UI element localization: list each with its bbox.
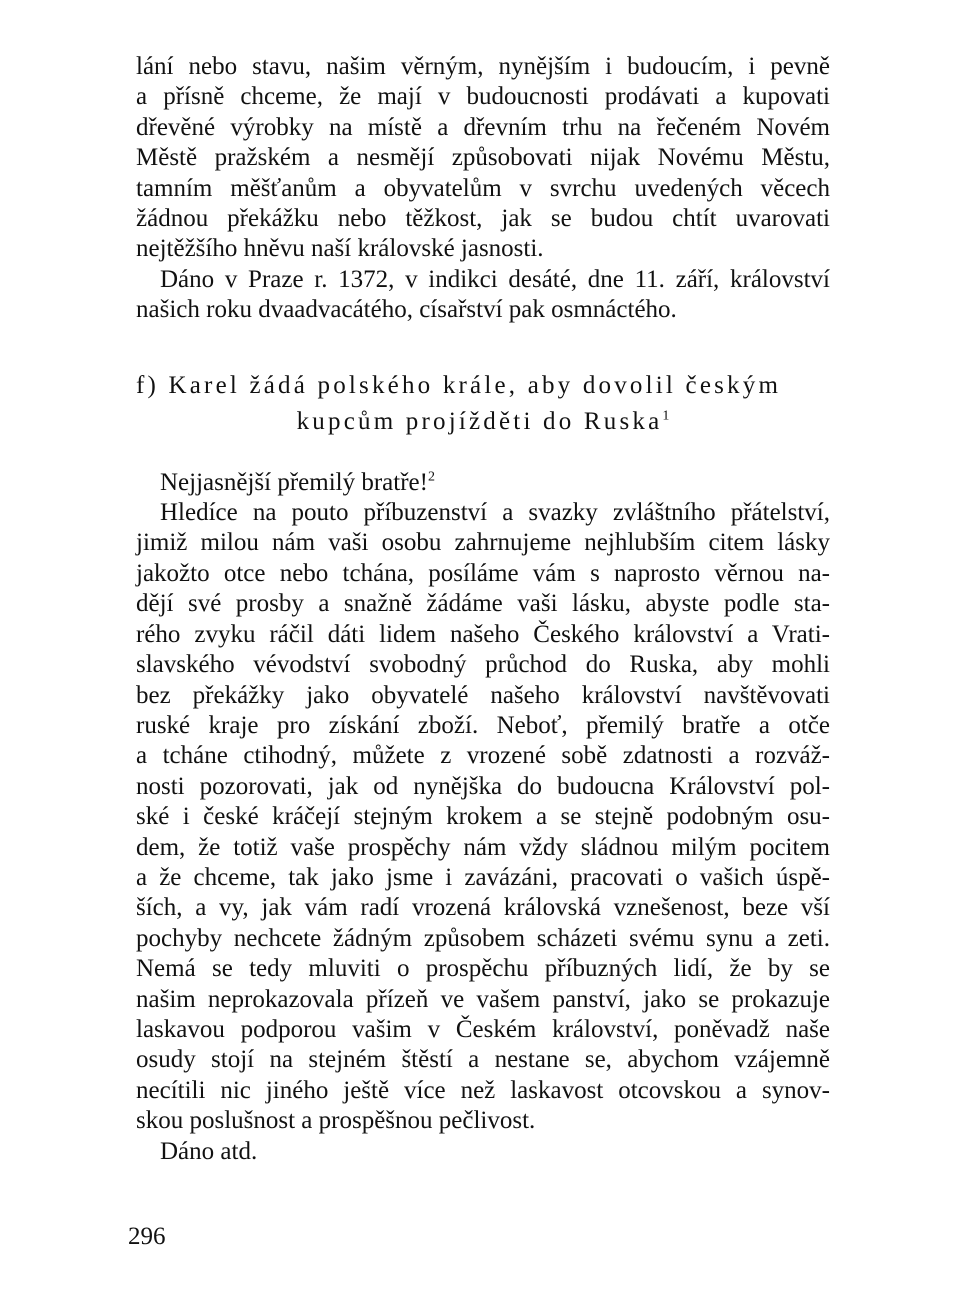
text-line: necítili nic jiného ještě více než laskavost otcovskou a synov- [136,1076,830,1104]
salutation-line [136,468,830,498]
heading-line-1: f) Karel žádá polského krále, aby dovolil českým [136,371,782,399]
heading-line-2-text: kupcům projížděti do Ruska [296,407,663,435]
text-line: žádnou překážku nebo těžkost, jak se budou chtít uvarovati [136,205,830,233]
page-content [136,52,830,1167]
text-line: dem, že totiž vaše prospěchy nám vždy sládnou milým pocitem [136,833,830,861]
text-line: rého zvyku ráčil dáti lidem našeho Českého království a Vrati- [136,620,830,648]
text-block-top [136,52,830,326]
text-line: tamním měšťanům a obyvatelům v svrchu uvedených věcech [136,174,830,202]
paragraph-dating [136,265,830,326]
text-line: lání nebo stavu, našim věrným, nynějším i budoucím, i pevně [136,53,830,80]
text-line: bez překážky jako obyvatelé našeho království navštěvovati [136,681,830,709]
text-line: nejtěžšího hněvu naší královské jasnosti. [136,235,544,263]
letter-body [136,498,830,1137]
text-line: našim neprokazovala přízeň ve vašem panství, jako se prokazuje [136,985,830,1013]
text-line: dřevěné výrobky na místě a dřevním trhu na řečeném Novém [136,113,830,141]
paragraph-continuation [136,52,830,265]
text-line: dějí své prosby a snažně žádáme vaši lásku, abyste podle sta- [136,590,830,618]
text-line: ruské kraje pro získání zboží. Neboť, přemilý bratře a otče [136,711,830,739]
closing [136,1137,830,1167]
salutation [136,468,830,498]
text-line: slavského vévodství svobodný průchod do Ruska, aby mohli [136,651,830,679]
text-line: a přísně chceme, že mají v budoucnosti prodávati a kupovati [136,83,830,111]
heading-line-2 [136,404,830,440]
text-line: skou poslušnost a prospěšnou pečlivost. [136,1107,536,1135]
footnote-reference: 1 [662,408,670,424]
text-line: ších, a vy, jak vám radí vrozená královská vznešenost, beze vší [136,894,830,922]
section-heading [136,368,830,440]
page-number: 296 [128,1223,166,1250]
text-line: a že chceme, tak jako jsme i zavázáni, pracovati o vašich úspě- [136,863,830,891]
salutation-text: Nejjasnější přemilý bratře! [160,468,428,496]
text-line: pochyby nechcete žádným způsobem scházeti svému synu a zeti. [136,924,830,952]
text-line: Hledíce na pouto příbuzenství a svazky zvláštního přátelství, [160,499,830,527]
text-line: a tcháne ctihodný, můžete z vrozené sobě zdatnosti a rozváž- [136,742,830,770]
text-line: Dáno v Praze r. 1372, v indikci desáté, dne 11. září, království [160,265,830,293]
text-line: Městě pražském a nesmějí způsobovati nijak Novému Městu, [136,144,830,172]
text-line: jakožto otce nebo tchána, posíláme vám s naprosto věrnou na- [136,559,830,587]
closing-line: Dáno atd. [160,1137,258,1165]
text-line: laskavou podporou vašim v Českém království, poněvadž naše [136,1015,830,1043]
text-line: jimiž milou nám vaši osobu zahrnujeme nejhlubším citem lásky [136,529,830,557]
text-line: ské i české kráčejí stejným krokem a se stejně podobným osu- [136,803,830,831]
text-line: nosti pozorovati, jak od nynějška do budoucna Království pol- [136,772,830,800]
text-line: osudy stojí na stejném štěstí a nestane se, abychom vzájemně [136,1046,830,1074]
text-line: Nemá se tedy mluviti o prospěchu příbuzných lidí, že by se [136,955,830,983]
footnote-reference: 2 [427,469,435,485]
text-line: našich roku dvaadvacátého, císařství pak osmnáctého. [136,296,677,324]
letter [136,468,830,1167]
